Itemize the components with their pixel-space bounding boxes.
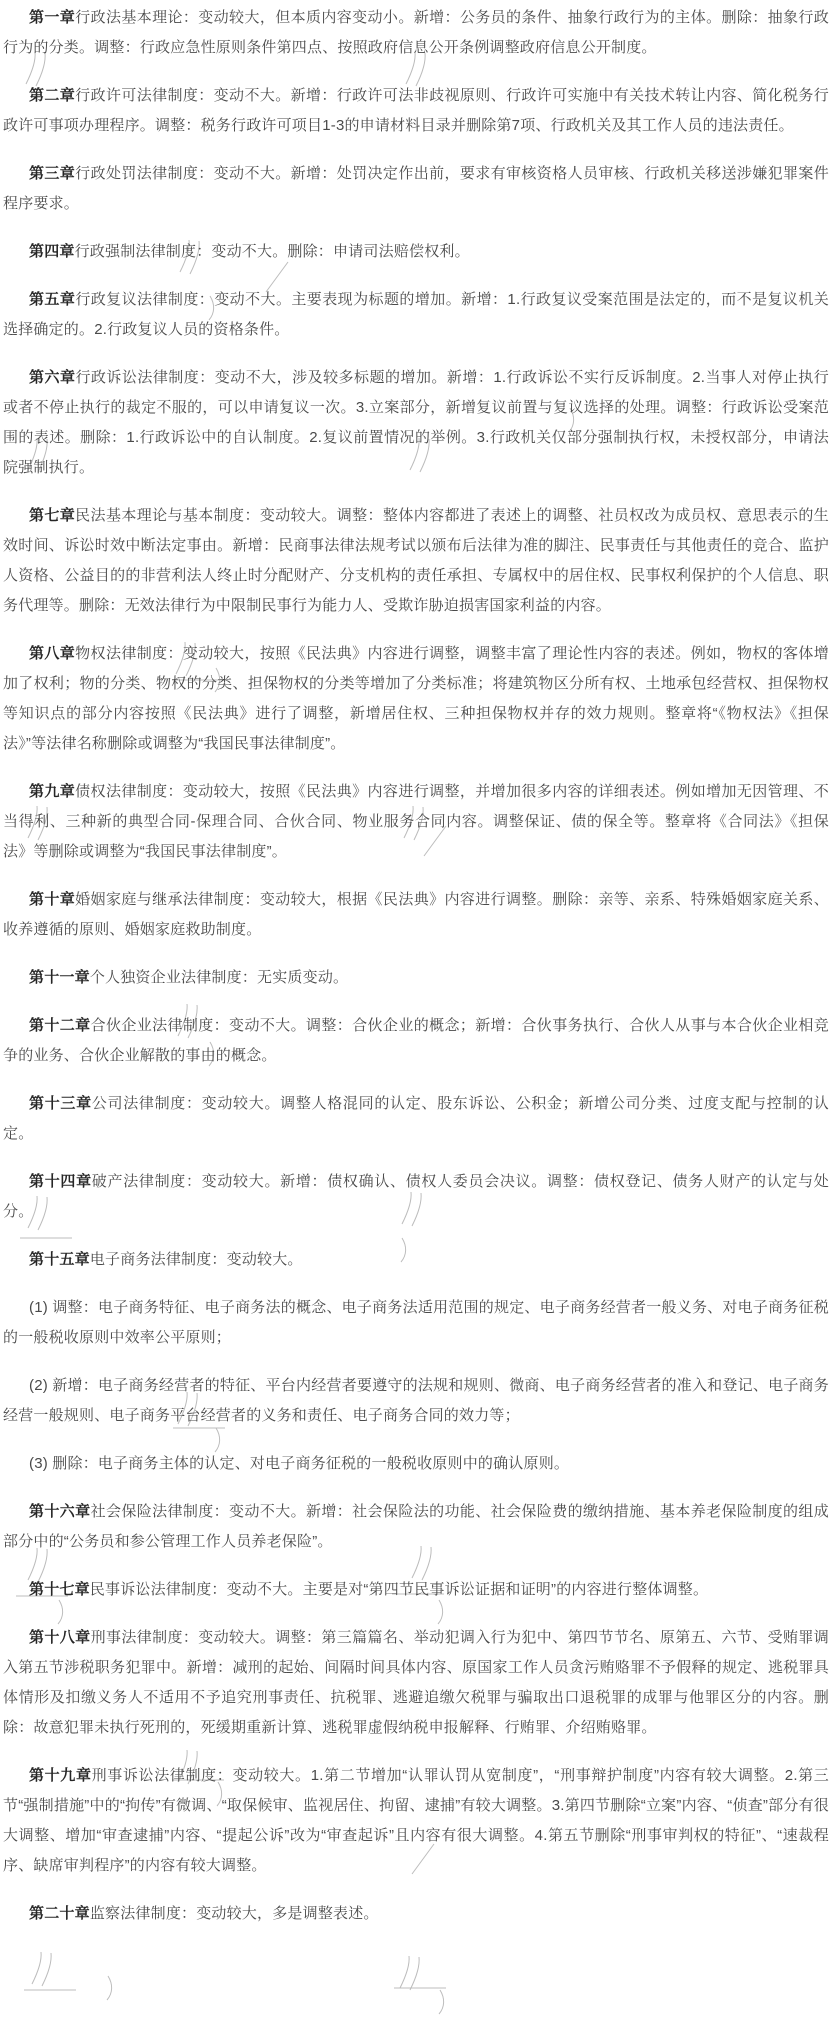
- chapter-summary: 监察法律制度：变动较大，多是调整表述。: [89, 1905, 379, 1922]
- chapter-label: 第十三章: [29, 1095, 92, 1112]
- chapter-label: 第十七章: [29, 1581, 90, 1598]
- paragraph-chapter-7: [3, 501, 829, 621]
- paragraph-chapter-20: [3, 1899, 829, 1929]
- chapter-label: 第五章: [29, 291, 76, 308]
- chapter-label: 第十九章: [29, 1767, 92, 1784]
- chapter-summary: 电子商务法律制度：变动较大。: [89, 1251, 303, 1268]
- paragraph-chapter-18: [3, 1623, 829, 1743]
- paragraph-chapter-16: [3, 1497, 829, 1557]
- chapter-summary: 民事诉讼法律制度：变动不大。主要是对“第四节民事诉讼证据和证明”的内容进行整体调整。: [89, 1581, 709, 1598]
- chapter-summary: 破产法律制度：变动较大。新增：债权确认、债权人委员会决议。调整：债权登记、债务人财产的认定与处分。: [3, 1173, 830, 1220]
- chapter-label: 第十五章: [29, 1251, 90, 1268]
- chapter-summary: 公司法律制度：变动较大。调整人格混同的认定、股东诉讼、公积金；新增公司分类、过度支配与控制的认定。: [3, 1095, 830, 1142]
- chapter-label: 第十六章: [29, 1503, 91, 1520]
- chapter-label: 第十八章: [29, 1629, 91, 1646]
- item-text: (3) 删除：电子商务主体的认定、对电子商务征税的一般税收原则中的确认原则。: [29, 1455, 570, 1472]
- paragraph-chapter-15: [3, 1245, 829, 1275]
- item-text: (2) 新增：电子商务经营者的特征、平台内经营者要遵守的法规和规则、微商、电子商务经营者的准入和登记、电子商务经营一般规则、电子商务平台经营者的义务和责任、电子商务合同的效力等；: [3, 1377, 829, 1424]
- chapter-summary: 行政复议法律制度：变动不大。主要表现为标题的增加。新增：1.行政复议受案范围是法定的，而不是复议机关选择确定的。2.行政复议人员的资格条件。: [3, 291, 830, 338]
- chapter-summary: 行政强制法律制度：变动不大。删除：申请司法赔偿权利。: [74, 243, 470, 260]
- paragraph-chapter-12: [3, 1011, 829, 1071]
- paragraph-chapter-9: [3, 777, 829, 867]
- paragraph-chapter-10: [3, 885, 829, 945]
- paragraph-chapter-14: [3, 1167, 829, 1227]
- chapter-label: 第二十章: [29, 1905, 90, 1922]
- chapter-summary: 行政处罚法律制度：变动不大。新增：处罚决定作出前，要求有审核资格人员审核、行政机关移送涉嫌犯罪案件程序要求。: [3, 165, 829, 212]
- paragraph-ch15-item-3: [3, 1449, 829, 1479]
- paragraph-chapter-2: [3, 81, 829, 141]
- paragraph-chapter-11: [3, 963, 829, 993]
- chapter-summary: 刑事法律制度：变动较大。调整：第三篇篇名、举动犯调入行为犯中、第四节节名、原第五、六节、受贿罪调入第五节涉税职务犯罪中。新增：减刑的起始、间隔时间具体内容、原国家工作人员贪污贿赂罪不予假释的规定、逃税罪具体情形及扣缴义务人不适用不予追究刑事责任、抗税罪、逃避追缴欠税罪与骗取出口退税罪的成罪与他罪区分的内容。删除：故意犯罪未执行死刑的，死缓期重新计算、逃税罪虚假纳税申报解释、行贿罪、介绍贿赂罪。: [3, 1629, 829, 1736]
- chapter-label: 第一章: [29, 9, 76, 26]
- chapter-summary: 行政诉讼法律制度：变动不大，涉及较多标题的增加。新增：1.行政诉讼不实行反诉制度。2.当事人对停止执行或者不停止执行的裁定不服的，可以申请复议一次。3.立案部分，新增复议前置与复议选择的处理。调整：行政诉讼受案范围的表述。删除：1.行政诉讼中的自认制度。2.复议前置情况的举例。3.行政机关仅部分强制执行权，未授权部分，申请法院强制执行。: [3, 369, 829, 476]
- chapter-summary: 债权法律制度：变动较大，按照《民法典》内容进行调整，并增加很多内容的详细表述。例如增加无因管理、不当得利、三种新的典型合同-保理合同、合伙合同、物业服务合同内容。调整保证、债的保全等。整章将《合同法》《担保法》等删除或调整为“我国民事法律制度”。: [3, 783, 829, 860]
- chapter-summary: 刑事诉讼法律制度：变动较大。1.第二节增加“认罪认罚从宽制度”，“刑事辩护制度”内容有较大调整。2.第三节“强制措施”中的“拘传”有微调、“取保候审、监视居住、拘留、逮捕”有较大调整。3.第四节删除“立案”内容、“侦查”部分有很大调整、增加“审查逮捕”内容、“提起公诉”改为“审查起诉”且内容有很大调整。4.第五节删除“刑事审判权的特征”、“速裁程序、缺席审判程序”的内容有较大调整。: [3, 1767, 830, 1874]
- paragraph-ch15-item-1: [3, 1293, 829, 1353]
- chapter-label: 第六章: [29, 369, 76, 386]
- chapter-summary: 行政许可法律制度：变动不大。新增：行政许可法非歧视原则、行政许可实施中有关技术转让内容、简化税务行政许可事项办理程序。调整：税务行政许可项目1-3的申请材料目录并删除第7项、行政机关及其工作人员的违法责任。: [3, 87, 829, 134]
- paragraph-ch15-item-2: [3, 1371, 829, 1431]
- chapter-label: 第四章: [29, 243, 75, 260]
- paragraph-chapter-17: [3, 1575, 829, 1605]
- chapter-summary: 社会保险法律制度：变动不大。新增：社会保险法的功能、社会保险费的缴纳措施、基本养老保险制度的组成部分中的“公务员和参公管理工作人员养老保险”。: [3, 1503, 829, 1550]
- chapter-label: 第九章: [29, 783, 76, 800]
- paragraph-chapter-6: [3, 363, 829, 483]
- chapter-summary: 物权法律制度：变动较大，按照《民法典》内容进行调整，调整丰富了理论性内容的表述。例如，物权的客体增加了权利；物的分类、物权的分类、担保物权的分类等增加了分类标准；将建筑物区分所有权、土地承包经营权、担保物权等知识点的部分内容按照《民法典》进行了调整，新增居住权、三种担保物权并存的效力规则。整章将“《物权法》《担保法》”等法律名称删除或调整为“我国民事法律制度”。: [3, 645, 829, 752]
- chapter-summary: 婚姻家庭与继承法律制度：变动较大，根据《民法典》内容进行调整。删除：亲等、亲系、特殊婚姻家庭关系、收养遵循的原则、婚姻家庭救助制度。: [3, 891, 829, 938]
- chapter-label: 第二章: [29, 87, 76, 104]
- paragraph-chapter-4: [3, 237, 829, 267]
- paragraph-chapter-3: [3, 159, 829, 219]
- chapter-label: 第十四章: [29, 1173, 92, 1190]
- chapter-label: 第三章: [29, 165, 76, 182]
- chapter-label: 第八章: [29, 645, 76, 662]
- paragraph-chapter-13: [3, 1089, 829, 1149]
- chapter-label: 第七章: [29, 507, 76, 524]
- item-text: (1) 调整：电子商务特征、电子商务法的概念、电子商务法适用范围的规定、电子商务经营者一般义务、对电子商务征税的一般税收原则中效率公平原则；: [3, 1299, 829, 1346]
- paragraph-chapter-19: [3, 1761, 829, 1881]
- chapter-summary: 个人独资企业法律制度：无实质变动。: [89, 969, 349, 986]
- chapter-label: 第十章: [29, 891, 76, 908]
- chapter-summary: 合伙企业法律制度：变动不大。调整：合伙企业的概念；新增：合伙事务执行、合伙人从事与本合伙企业相竞争的业务、合伙企业解散的事由的概念。: [3, 1017, 829, 1064]
- chapter-summary: 民法基本理论与基本制度：变动较大。调整：整体内容都进了表述上的调整、社员权改为成员权、意思表示的生效时间、诉讼时效中断法定事由。新增：民商事法律法规考试以颁布后法律为准的脚注、民事责任与其他责任的竞合、监护人资格、公益目的的非营利法人终止时分配财产、分支机构的责任承担、专属权中的居住权、民事权利保护的个人信息、职务代理等。删除：无效法律行为中限制民事行为能力人、受欺诈胁迫损害国家利益的内容。: [3, 507, 829, 614]
- chapter-label: 第十二章: [29, 1017, 91, 1034]
- paragraph-chapter-5: [3, 285, 829, 345]
- chapter-label: 第十一章: [29, 969, 90, 986]
- chapter-summary: 行政法基本理论：变动较大，但本质内容变动小。新增：公务员的条件、抽象行政行为的主体。删除：抽象行政行为的分类。调整：行政应急性原则条件第四点、按照政府信息公开条例调整政府信息公开制度。: [3, 9, 829, 56]
- paragraph-chapter-1: [3, 3, 829, 63]
- paragraph-chapter-8: [3, 639, 829, 759]
